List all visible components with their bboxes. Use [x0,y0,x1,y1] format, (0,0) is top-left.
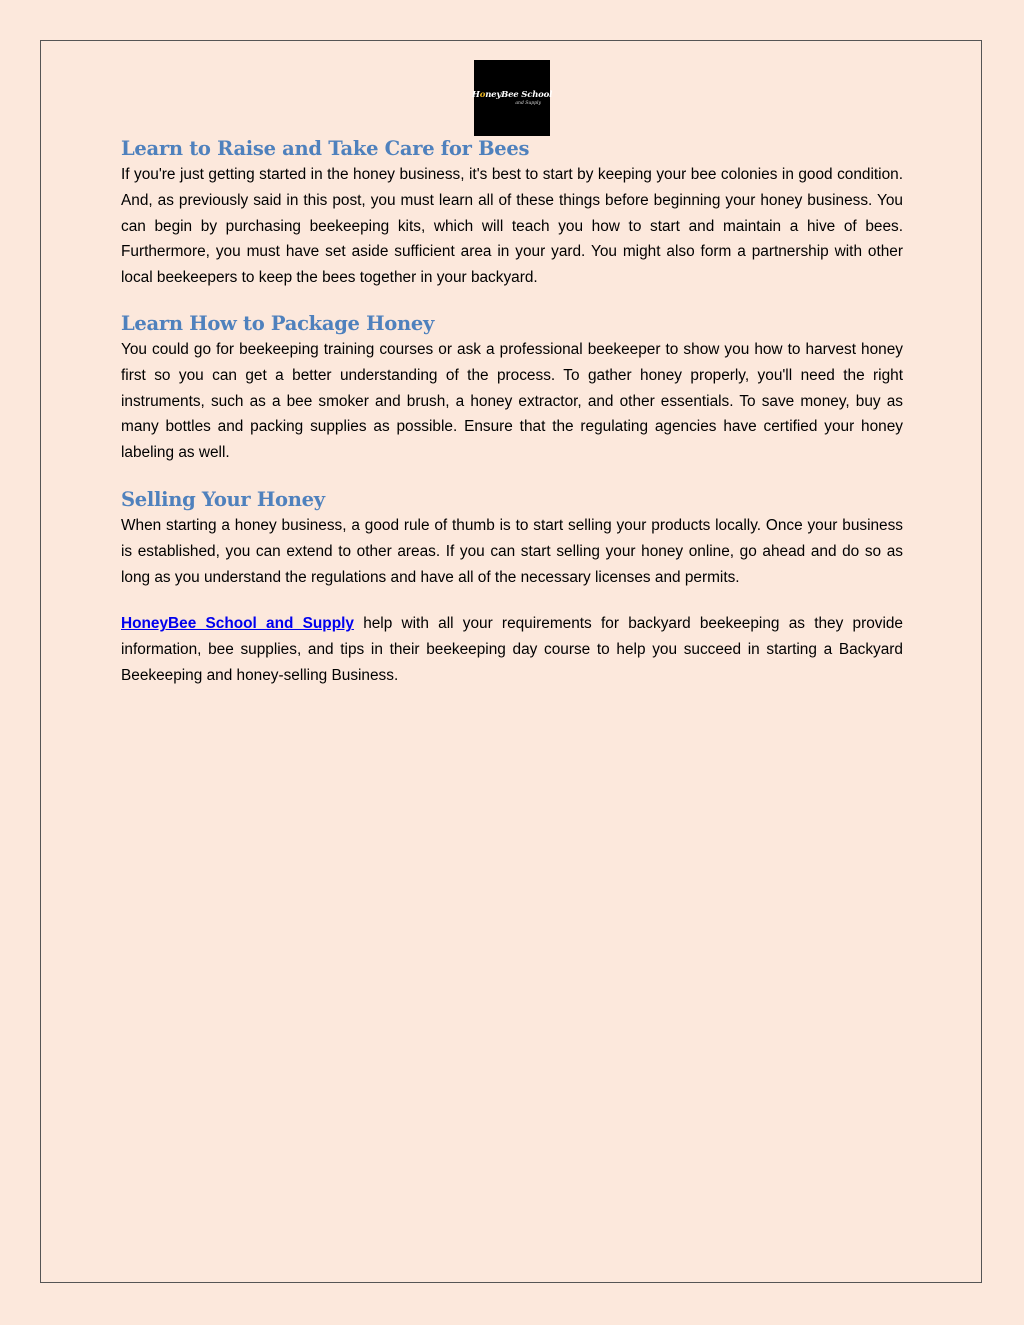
section-heading: Learn to Raise and Take Care for Bees [121,137,530,160]
company-logo [471,60,553,136]
section-heading: Learn How to Package Honey [121,311,434,335]
closing-paragraph [121,611,903,688]
section-selling-honey [121,487,903,590]
section-raise-bees [121,136,903,291]
logo-wordmark: HoneyBee School [471,90,553,100]
section-paragraph: When starting a honey business, a good rule of thumb is to start selling your products locally. Once your business is established, you can extend to other areas. If you can start selling your honey online, go ahead and do so as long as you understand the regulations and have all of the necessary licenses and permits. [121,516,903,586]
section-heading: Selling Your Honey [121,487,325,511]
section-paragraph: If you're just getting started in the honey business, it's best to start by keeping your bee colonies in good condition. And, as previously said in this post, you must learn all of these things before beginning your honey business. You can begin by purchasing beekeeping kits, which will teach you how to start and maintain a hive of bees. Furthermore, you must have set aside sufficient area in your yard. You might also form a partnership with other local beekeepers to keep the bees together in your backyard. [121,166,903,287]
logo-tagline: and Supply [515,101,541,106]
closing-text: help with all your requirements for backyard beekeeping as they provide information, bee supplies, and tips in their beekeeping day course to help you succeed in starting a Backyard Beekeeping and honey-selling Business. [121,615,903,684]
section-paragraph: You could go for beekeeping training courses or ask a professional beekeeper to show you how to harvest honey first so you can get a better understanding of the process. To gather honey properly, you'll need the right instruments, such as a bee smoker and brush, a honey extractor, and other essentials. To save money, buy as many bottles and packing supplies as possible. Ensure that the regulating agencies have certified your honey labeling as well. [121,340,903,462]
document-body [121,136,903,689]
honeybee-school-link[interactable]: HoneyBee School and Supply [121,615,354,633]
section-package-honey [121,311,903,466]
